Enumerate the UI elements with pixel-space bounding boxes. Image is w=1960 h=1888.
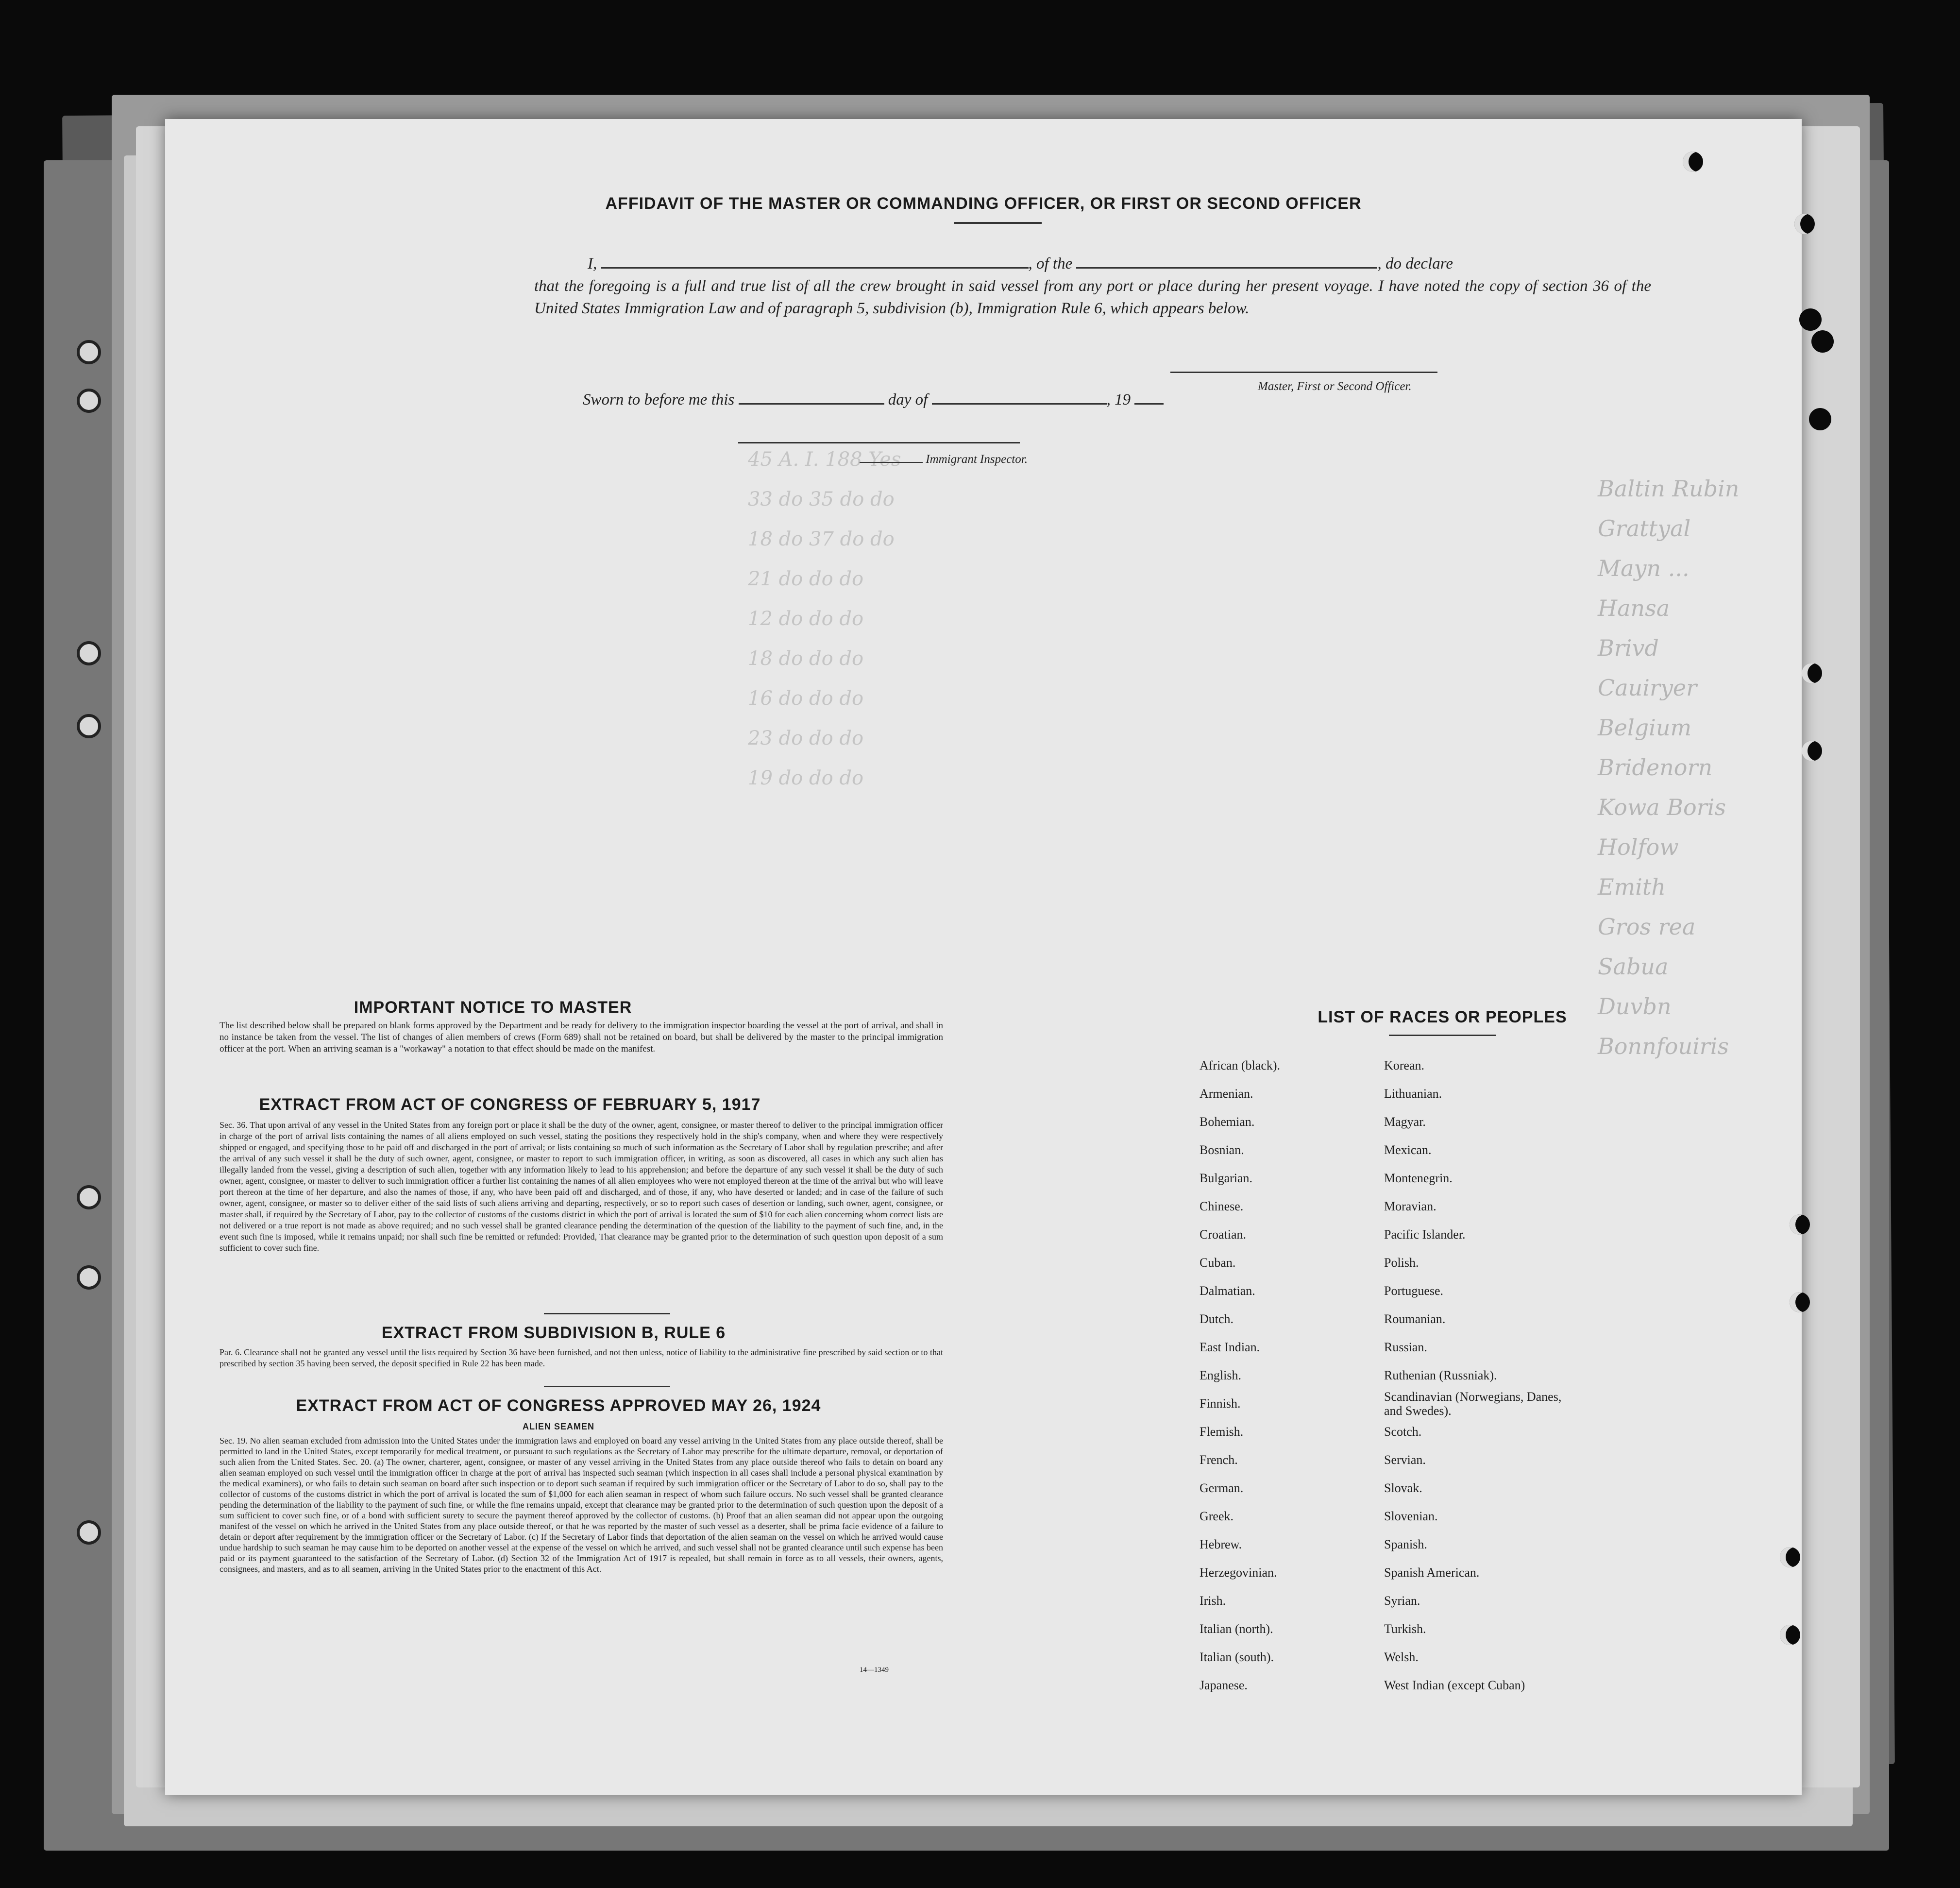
race-item: Hebrew. xyxy=(1200,1537,1242,1551)
race-item: West Indian (except Cuban) xyxy=(1384,1678,1525,1692)
race-item: Pacific Islander. xyxy=(1384,1227,1466,1242)
notice-body: The list described below shall be prepared on blank forms approved by the Department and be ready for delivery to the immigration inspector boarding the vessel at the port of arrival, and shall in no instance be taken from the vessel. The list of changes of alien members of crews (Form 689) shall not be retained on board, but shall be delivered by the master to the principal immigration officer at the port. When an arriving seaman is a "workaway" a notation to that effect should be made on the manifest. xyxy=(220,1021,943,1054)
form-page xyxy=(165,119,1802,1795)
race-item: Servian. xyxy=(1384,1453,1426,1467)
race-item: Armenian. xyxy=(1200,1087,1253,1101)
races-title: LIST OF RACES OR PEOPLES xyxy=(1318,1008,1567,1026)
race-item: Ruthenian (Russniak). xyxy=(1384,1368,1497,1382)
race-item: Portuguese. xyxy=(1384,1284,1444,1298)
divider xyxy=(544,1313,670,1314)
affidavit-declaration xyxy=(534,253,1651,320)
race-item: Japanese. xyxy=(1200,1678,1248,1692)
race-item: Montenegrin. xyxy=(1384,1171,1453,1185)
inspector-caption xyxy=(860,448,1028,471)
sworn-label: Sworn to before me this xyxy=(583,391,735,408)
extract-1924-body: Sec. 19. No alien seaman excluded from admission into the United States under the immigration laws and employed on board any vessel arriving in the United States from any place outside thereof, shall be permitted to land in the United States, except temporarily for medical treatment, or pursuant to such regulations as the Secretary of Labor may prescribe for the ultimate departure, removal, or deportation of such alien from the United States. Sec. 20. (a) The owner, charterer, agent, consignee, or master of any vessel arriving in the United States from any place outside thereof who fails to detain on board any alien seaman employed on such vessel until the immigration officer in charge at the port of arrival has inspected such seaman (which inspection in all cases shall include a personal physical examination by the medical examiners), or who fails to detain such seaman on board after such inspection or to deport such seaman if required by such immigration officer or the Secretary of Labor to do so, shall pay to the collector of customs of the customs district in which the port of arrival is located the sum of $1,000 for each alien seaman in respect of whom such failure occurs. No such vessel shall be granted clearance pending the determination of the liability to the payment of such fine, or while the fine remains unpaid, except that clearance may be granted prior to the determination of such question upon the deposit of a sum sufficient to cover such fine, or of a bond with sufficient surety to secure the payment thereof approved by the collector of customs. (b) Proof that an alien seaman did not appear upon the outgoing manifest of the vessel on which he arrived in the United States from any place outside thereof, or that he was reported by the master of such vessel as a deserter, shall be prima facie evidence of a failure to detain or deport after requirement by the immigration officer or the Secretary of Labor. (c) If the Secretary of Labor finds that deportation of the alien seaman on the vessel on which he arrived would cause undue hardship to such seaman he may cause him to be deported on another vessel at the expense of the vessel on which he arrived, and such vessel shall not be granted clearance until such expense has been paid or its payment guaranteed to the satisfaction of the Secretary of Labor. (d) Section 32 of the Immigration Act of 1917 is repealed, but shall remain in force as to all vessels, their owners, agents, consignees, and masters, and as to all seamen, arriving in the United States prior to the enactment of this Act. xyxy=(220,1436,943,1574)
bleed-through-handwriting: Baltin Rubin Grattyal Mayn ... Hansa Brivd Cauiryer Belgium Bridenorn Kowa Boris Holfow Emith Gros rea Sabua Duvbn Bonnfouiris xyxy=(1598,476,1740,1059)
race-item: Finnish. xyxy=(1200,1396,1241,1411)
punch-hole-icon xyxy=(1811,330,1834,353)
binder-hole-icon xyxy=(77,714,101,738)
punch-hole-icon xyxy=(1790,1214,1810,1235)
race-item: English. xyxy=(1200,1368,1241,1382)
of-the-label: , of the xyxy=(1028,255,1073,272)
binder-hole-icon xyxy=(77,1520,101,1545)
race-item: African (black). xyxy=(1200,1058,1281,1072)
inspector-signature-field[interactable] xyxy=(738,442,1020,443)
vessel-name-field[interactable] xyxy=(1076,267,1377,269)
race-item: Turkish. xyxy=(1384,1622,1426,1636)
binder-hole-icon xyxy=(77,389,101,413)
year-label: , 19 xyxy=(1106,391,1131,408)
punch-hole-icon xyxy=(1683,152,1703,172)
races-right-column xyxy=(1384,1052,1578,1700)
race-item: Dutch. xyxy=(1200,1312,1234,1326)
race-item: Scotch. xyxy=(1384,1425,1422,1439)
race-item: Roumanian. xyxy=(1384,1312,1446,1326)
extract-rule6-body: Par. 6. Clearance shall not be granted any vessel until the lists required by Section 36 have been furnished, and not then unless, notice of liability to the administrative fine prescribed by said section or to that prescribed by section 35 having been served, the deposit specified in Rule 22 has been made. xyxy=(220,1347,943,1368)
race-item: Herzegovinian. xyxy=(1200,1565,1277,1580)
extract-1924-title: EXTRACT FROM ACT OF CONGRESS APPROVED MAY 26, 1924 xyxy=(296,1396,821,1415)
race-item: Welsh. xyxy=(1384,1650,1419,1664)
master-signature-field[interactable] xyxy=(1170,372,1437,373)
do-declare-label: , do declare xyxy=(1377,255,1453,272)
race-item: Croatian. xyxy=(1200,1227,1247,1242)
race-item: Lithuanian. xyxy=(1384,1087,1442,1101)
race-item: Syrian. xyxy=(1384,1594,1420,1608)
races-left-column xyxy=(1200,1052,1280,1700)
race-item: Dalmatian. xyxy=(1200,1284,1255,1298)
sworn-year-field[interactable] xyxy=(1134,403,1164,405)
extract-1917-body: Sec. 36. That upon arrival of any vessel in the United States from any foreign port or place it shall be the duty of the owner, agent, consignee, or master thereof to deliver to the principal immigration officer in charge of the port of arrival lists containing the names of all aliens employed on such vessel, stating the positions they respectively hold in the ship's company, when and where they were respectively shipped or engaged, and specifying those to be paid off and discharged in the port of arrival; or lists containing so much of such information as the Secretary of Labor shall by regulation prescribe; and after the arrival of any such vessel it shall be the duty of such owner, agent, consignee, or master to report to such immigration officer, in writing, as soon as discovered, all cases in which any such alien has illegally landed from the vessel, giving a description of such alien, together with any information likely to lead to his apprehension; and before the departure of any such vessel it shall be the duty of such owner, agent, consignee, or master to deliver to such immigration officer a further list containing the names of all alien employees who were not employed thereon at the time of the arrival but who will leave port thereon at the time of her departure, and also the names of those, if any, who have been paid off and discharged, and of those, if any, who have deserted or landed; and in case of the failure of such owner, agent, consignee, or master so to deliver either of the said lists of such aliens arriving and departing, respectively, or so to report such cases of desertion or landing, such owner, agent, consignee, or master shall, if required by the Secretary of Labor, pay to the collector of customs of the customs district in which the port of arrival is located the sum of $10 for each alien concerning whom correct lists are not delivered or a true report is not made as above required; and no such vessel shall be granted clearance pending the determination of the question of the liability to the payment of such fine, and, in the event such fine is imposed, while it remains unpaid; nor shall such fine be remitted or refunded: Provided, That clearance may be granted prior to the determination of such question upon deposit of a sum sufficient to cover such fine. xyxy=(220,1120,943,1253)
form-number: 14—1349 xyxy=(860,1666,889,1674)
race-item: Magyar. xyxy=(1384,1115,1426,1129)
punch-hole-icon xyxy=(1799,308,1822,331)
race-item: Greek. xyxy=(1200,1509,1234,1523)
race-item: Moravian. xyxy=(1384,1199,1436,1213)
race-item: Chinese. xyxy=(1200,1199,1244,1213)
race-item: Bosnian. xyxy=(1200,1143,1244,1157)
binder-hole-icon xyxy=(77,1265,101,1290)
sworn-day-field[interactable] xyxy=(739,403,884,405)
binder-hole-icon xyxy=(77,340,101,364)
extract-rule6-title: EXTRACT FROM SUBDIVISION B, RULE 6 xyxy=(381,1324,726,1342)
race-item: Cuban. xyxy=(1200,1256,1236,1270)
punch-hole-icon xyxy=(1790,1292,1810,1312)
affidavit-statement: that the foregoing is a full and true list of all the crew brought in said vessel from any port or place during her present voyage. I have noted the copy of section 36 of the United States Immigration Law and of paragraph 5, subdivision (b), Immigration Rule 6, which appears below. xyxy=(534,277,1651,317)
race-item: Scandinavian (Norwegians, Danes, and Swedes). xyxy=(1384,1390,1562,1418)
race-item: Polish. xyxy=(1384,1256,1419,1270)
race-item: Italian (south). xyxy=(1200,1650,1274,1664)
race-item: Bohemian. xyxy=(1200,1115,1255,1129)
race-item: Slovenian. xyxy=(1384,1509,1438,1523)
punch-hole-icon xyxy=(1780,1625,1800,1645)
sworn-line xyxy=(583,389,1164,411)
day-of-label: day of xyxy=(888,391,928,408)
extract-1917-title: EXTRACT FROM ACT OF CONGRESS OF FEBRUARY 5, 1917 xyxy=(259,1095,761,1114)
race-item: German. xyxy=(1200,1481,1244,1495)
notice-title: IMPORTANT NOTICE TO MASTER xyxy=(354,998,632,1017)
inspector-caption-text: Immigrant Inspector. xyxy=(926,453,1028,466)
race-item: Bulgarian. xyxy=(1200,1171,1253,1185)
bleed-through-handwriting: 45 A. I. 188 Yes 33 do 35 do do 18 do 37 do do 21 do do do 12 do do do 18 do do do 16 do do do 23 do do do 19 do do do xyxy=(748,448,901,789)
punch-hole-icon xyxy=(1802,741,1822,761)
binder-hole-icon xyxy=(77,641,101,665)
race-item: Russian. xyxy=(1384,1340,1427,1354)
divider xyxy=(1389,1035,1496,1036)
race-item: Spanish American. xyxy=(1384,1565,1480,1580)
punch-hole-icon xyxy=(1802,663,1822,683)
i-label: I, xyxy=(588,255,597,272)
binder-hole-icon xyxy=(77,1185,101,1209)
race-item: Slovak. xyxy=(1384,1481,1422,1495)
race-item: Irish. xyxy=(1200,1594,1226,1608)
divider xyxy=(544,1386,670,1387)
divider xyxy=(954,222,1042,224)
punch-hole-icon xyxy=(1809,408,1831,430)
extract-1924-subtitle: ALIEN SEAMEN xyxy=(522,1422,594,1431)
punch-hole-icon xyxy=(1780,1547,1800,1567)
race-item: Flemish. xyxy=(1200,1425,1244,1439)
race-item: East Indian. xyxy=(1200,1340,1260,1354)
affidavit-title: AFFIDAVIT OF THE MASTER OR COMMANDING OFFICER, OR FIRST OR SECOND OFFICER xyxy=(605,194,1362,213)
race-item: French. xyxy=(1200,1453,1238,1467)
race-item: Italian (north). xyxy=(1200,1622,1273,1636)
race-item: Korean. xyxy=(1384,1058,1425,1072)
punch-hole-icon xyxy=(1794,214,1815,234)
race-item: Spanish. xyxy=(1384,1537,1427,1551)
sworn-month-field[interactable] xyxy=(932,403,1107,405)
officer-name-field[interactable] xyxy=(601,267,1029,269)
race-item: Mexican. xyxy=(1384,1143,1432,1157)
master-caption: Master, First or Second Officer. xyxy=(1258,380,1412,393)
